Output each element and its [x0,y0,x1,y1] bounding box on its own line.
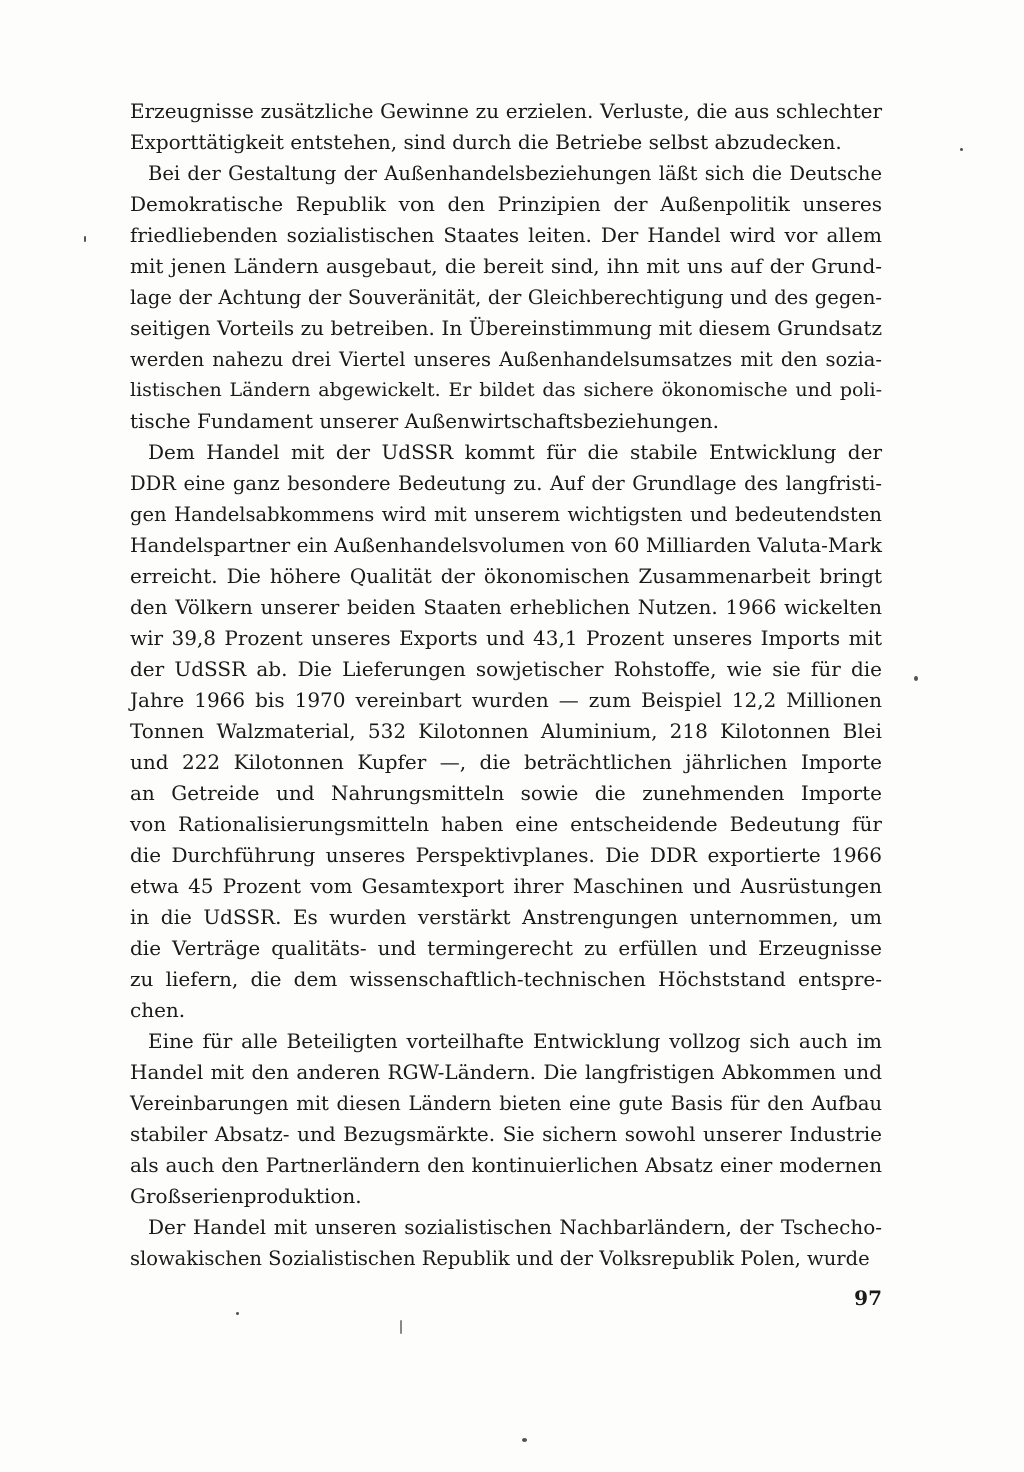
text-line: Handelspartner ein Außenhandelsvolumen von 60 Milliarden Valuta-Mark [130,533,882,557]
page-number: 97 [854,1286,882,1310]
text-line: Exporttätigkeit entstehen, sind durch die Betriebe selbst abzudecken. [130,130,842,154]
text-line: listischen Ländern abgewickelt. Er bildet das sichere ökonomische und poli- [130,379,882,401]
paragraph [130,1212,882,1274]
scan-speck [960,148,963,151]
text-line: Erzeugnisse zusätzliche Gewinne zu erzielen. Verluste, die aus schlechter [130,99,882,123]
paragraph [130,437,882,1026]
text-line: von Rationalisierungsmitteln haben eine entscheidende Bedeutung für [130,812,882,836]
text-line: wir 39,8 Prozent unseres Exports und 43,1 Prozent unseres Imports mit [130,626,882,650]
text-line: Handel mit den anderen RGW-Ländern. Die langfristigen Abkommen und [130,1060,882,1084]
text-line: gen Handelsabkommens wird mit unserem wichtigsten und bedeutendsten [130,503,882,526]
scan-speck [400,1320,402,1334]
text-line: friedliebenden sozialistischen Staates leiten. Der Handel wird vor allem [130,223,882,247]
scan-speck [914,676,918,681]
text-line: Eine für alle Beteiligten vorteilhafte Entwicklung vollzog sich auch im [148,1029,882,1053]
text-line: tische Fundament unserer Außenwirtschaftsbeziehungen. [130,409,720,433]
scan-speck [236,1312,239,1315]
text-line: die Durchführung unseres Perspektivplanes. Die DDR exportierte 1966 [130,843,882,867]
text-line: Der Handel mit unseren sozialistischen Nachbarländern, der Tschecho- [148,1215,882,1239]
text-line: werden nahezu drei Viertel unseres Außenhandelsumsatzes mit den sozia- [130,348,882,371]
text-line: an Getreide und Nahrungsmitteln sowie die zunehmenden Importe [130,781,882,805]
text-line: seitigen Vorteils zu betreiben. In Übereinstimmung mit diesem Grundsatz [130,316,882,340]
text-line: zu liefern, die dem wissenschaftlich-technischen Höchststand entspre- [130,967,882,991]
text-line: als auch den Partnerländern den kontinuierlichen Absatz einer modernen [130,1153,882,1177]
text-line: der UdSSR ab. Die Lieferungen sowjetischer Rohstoffe, wie sie für die [130,657,882,681]
text-line: und 222 Kilotonnen Kupfer —, die beträchtlichen jährlichen Importe [130,750,882,774]
text-line: stabiler Absatz- und Bezugsmärkte. Sie sichern sowohl unserer Industrie [130,1122,882,1146]
text-line: chen. [130,998,186,1022]
scan-speck [522,1438,527,1442]
text-line: in die UdSSR. Es wurden verstärkt Anstrengungen unternommen, um [130,905,882,929]
text-line: lage der Achtung der Souveränität, der Gleichberechtigung und des gegen- [130,286,882,309]
text-line: den Völkern unserer beiden Staaten erheblichen Nutzen. 1966 wickelten [130,595,882,619]
text-line: Großserienproduktion. [130,1184,362,1208]
text-line: Dem Handel mit der UdSSR kommt für die stabile Entwicklung der [148,440,882,464]
text-line: slowakischen Sozialistischen Republik und der Volksrepublik Polen, wurde [130,1247,870,1270]
paragraph [130,1026,882,1212]
text-line: Demokratische Republik von den Prinzipien der Außenpolitik unseres [130,192,882,216]
text-line: DDR eine ganz besondere Bedeutung zu. Auf der Grundlage des langfristi- [130,472,882,495]
text-line: Tonnen Walzmaterial, 532 Kilotonnen Aluminium, 218 Kilotonnen Blei [130,719,882,743]
text-line: die Verträge qualitäts- und termingerecht zu erfüllen und Erzeugnisse [130,936,882,960]
text-line: erreicht. Die höhere Qualität der ökonomischen Zusammenarbeit bringt [130,564,882,588]
text-line: etwa 45 Prozent vom Gesamtexport ihrer Maschinen und Ausrüstungen [130,874,882,898]
text-line: Vereinbarungen mit diesen Ländern bieten eine gute Basis für den Aufbau [130,1092,882,1115]
text-line: Jahre 1966 bis 1970 vereinbart wurden — zum Beispiel 12,2 Millionen [130,688,882,712]
text-line: Bei der Gestaltung der Außenhandelsbeziehungen läßt sich die Deutsche [148,162,882,185]
text-line: mit jenen Ländern ausgebaut, die bereit sind, ihn mit uns auf der Grund- [130,254,882,278]
paragraph [130,158,882,437]
paragraph [130,96,882,158]
scan-speck [84,236,86,242]
body-text [130,96,882,1274]
